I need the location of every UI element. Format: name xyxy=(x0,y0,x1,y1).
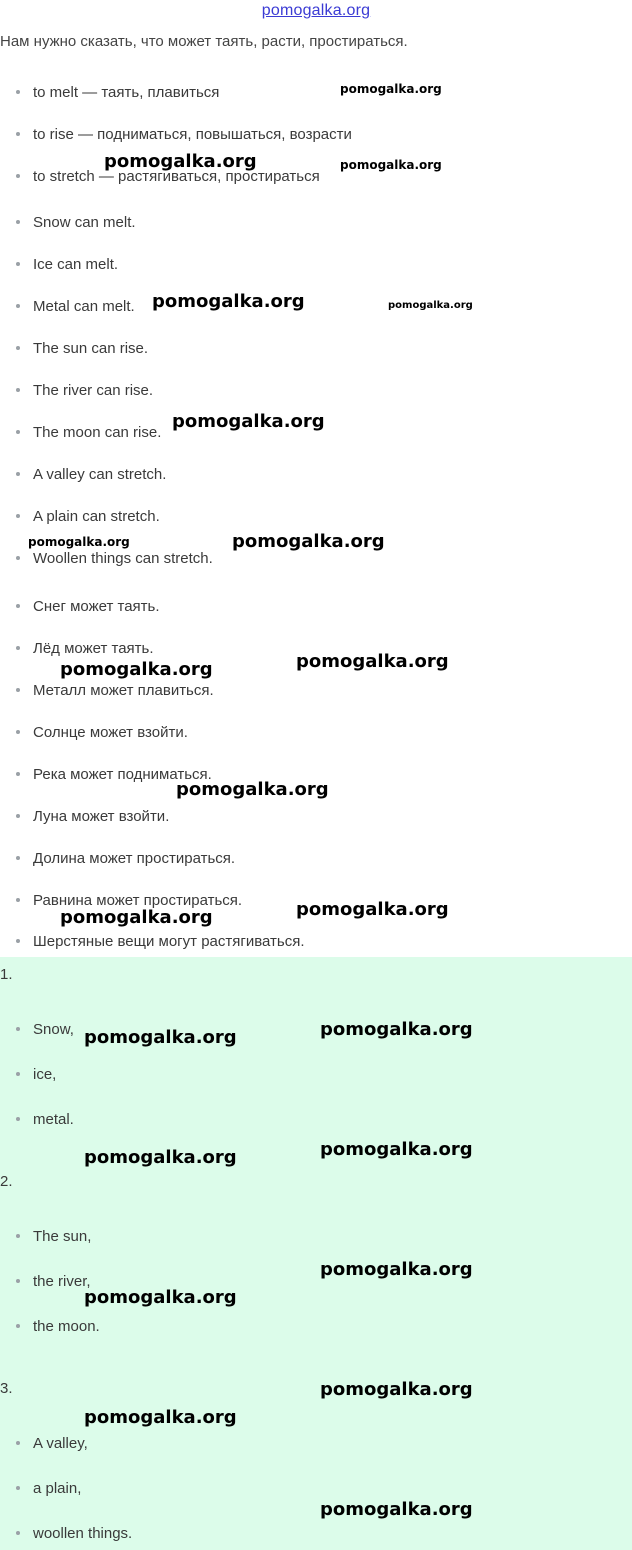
answer-item: woollen things. xyxy=(16,1525,132,1542)
english-sentence: Woollen things can stretch. xyxy=(16,550,213,567)
watermark: pomogalka.org xyxy=(320,1499,473,1520)
watermark: pomogalka.org xyxy=(320,1019,473,1040)
english-sentence: The sun can rise. xyxy=(16,340,148,357)
bullet-icon xyxy=(16,1234,20,1238)
watermark: pomogalka.org xyxy=(84,1287,237,1308)
english-sentence: Ice can melt. xyxy=(16,256,118,273)
english-sentence: A valley can stretch. xyxy=(16,466,166,483)
watermark: pomogalka.org xyxy=(320,1379,473,1400)
bullet-icon xyxy=(16,262,20,266)
answer-item: a plain, xyxy=(16,1480,81,1497)
watermark: pomogalka.org xyxy=(296,899,449,920)
bullet-icon xyxy=(16,604,20,608)
answer-item: ice, xyxy=(16,1066,56,1083)
watermark: pomogalka.org xyxy=(340,82,442,96)
russian-sentence: Долина может простираться. xyxy=(16,850,235,867)
english-sentence: Snow can melt. xyxy=(16,214,136,231)
russian-sentence: Равнина может простираться. xyxy=(16,892,242,909)
watermark: pomogalka.org xyxy=(104,151,257,172)
bullet-icon xyxy=(16,430,20,434)
bullet-icon xyxy=(16,472,20,476)
english-sentence: The river can rise. xyxy=(16,382,153,399)
answer-item: metal. xyxy=(16,1111,74,1128)
bullet-icon xyxy=(16,388,20,392)
russian-sentence: Река может подниматься. xyxy=(16,766,212,783)
russian-sentence: Лёд может таять. xyxy=(16,640,154,657)
english-sentence: The moon can rise. xyxy=(16,424,161,441)
vocab-item: to stretch — растягиваться, простираться xyxy=(16,168,320,185)
bullet-icon xyxy=(16,90,20,94)
russian-sentence: Солнце может взойти. xyxy=(16,724,188,741)
bullet-icon xyxy=(16,856,20,860)
watermark: pomogalka.org xyxy=(172,411,325,432)
english-sentence: Metal can melt. xyxy=(16,298,135,315)
bullet-icon xyxy=(16,1324,20,1328)
bullet-icon xyxy=(16,304,20,308)
answer-number: 2. xyxy=(0,1173,13,1190)
watermark: pomogalka.org xyxy=(320,1139,473,1160)
bullet-icon xyxy=(16,1072,20,1076)
answer-item: the river, xyxy=(16,1273,91,1290)
watermark: pomogalka.org xyxy=(340,158,442,172)
watermark: pomogalka.org xyxy=(84,1027,237,1048)
russian-sentence: Снег может таять. xyxy=(16,598,160,615)
bullet-icon xyxy=(16,939,20,943)
site-link[interactable]: pomogalka.org xyxy=(261,2,371,19)
vocab-item: to melt — таять, плавиться xyxy=(16,84,219,101)
bullet-icon xyxy=(16,220,20,224)
watermark: pomogalka.org xyxy=(84,1407,237,1428)
bullet-icon xyxy=(16,1531,20,1535)
watermark: pomogalka.org xyxy=(232,531,385,552)
watermark: pomogalka.org xyxy=(84,1147,237,1168)
answer-number: 1. xyxy=(0,966,13,983)
watermark: pomogalka.org xyxy=(28,535,130,549)
bullet-icon xyxy=(16,174,20,178)
bullet-icon xyxy=(16,1441,20,1445)
bullet-icon xyxy=(16,1279,20,1283)
english-sentence: A plain can stretch. xyxy=(16,508,160,525)
russian-sentence: Шерстяные вещи могут растягиваться. xyxy=(16,933,305,950)
bullet-icon xyxy=(16,1486,20,1490)
russian-sentence: Металл может плавиться. xyxy=(16,682,214,699)
answer-item: the moon. xyxy=(16,1318,100,1335)
watermark: pomogalka.org xyxy=(320,1259,473,1280)
answer-number: 3. xyxy=(0,1380,13,1397)
bullet-icon xyxy=(16,514,20,518)
bullet-icon xyxy=(16,556,20,560)
bullet-icon xyxy=(16,132,20,136)
answer-item: The sun, xyxy=(16,1228,91,1245)
bullet-icon xyxy=(16,1117,20,1121)
bullet-icon xyxy=(16,1027,20,1031)
bullet-icon xyxy=(16,772,20,776)
intro-text: Нам нужно сказать, что может таять, расти, простираться. xyxy=(0,33,408,50)
bullet-icon xyxy=(16,814,20,818)
watermark: pomogalka.org xyxy=(176,779,329,800)
answer-item: A valley, xyxy=(16,1435,88,1452)
watermark: pomogalka.org xyxy=(60,659,213,680)
watermark: pomogalka.org xyxy=(388,300,473,311)
bullet-icon xyxy=(16,646,20,650)
watermark: pomogalka.org xyxy=(60,907,213,928)
bullet-icon xyxy=(16,688,20,692)
bullet-icon xyxy=(16,730,20,734)
vocab-item: to rise — подниматься, повышаться, возрасти xyxy=(16,126,352,143)
watermark: pomogalka.org xyxy=(152,291,305,312)
answer-item: Snow, xyxy=(16,1021,74,1038)
bullet-icon xyxy=(16,346,20,350)
russian-sentence: Луна может взойти. xyxy=(16,808,169,825)
watermark: pomogalka.org xyxy=(296,651,449,672)
bullet-icon xyxy=(16,898,20,902)
